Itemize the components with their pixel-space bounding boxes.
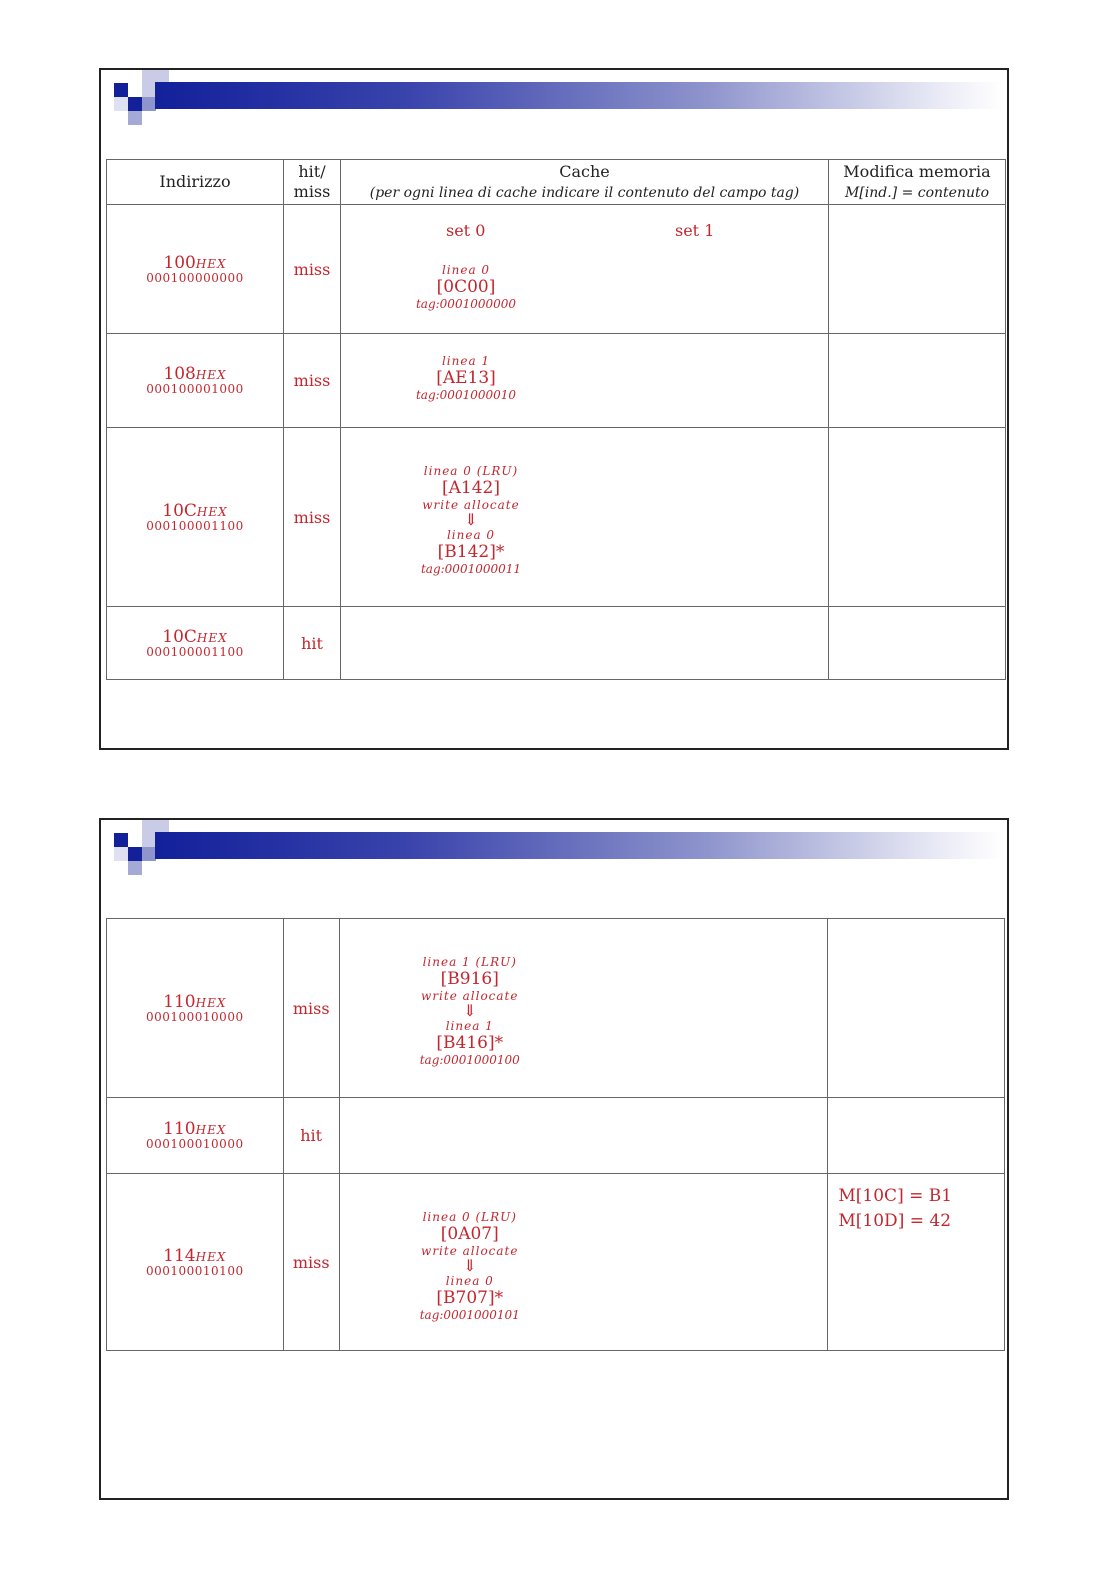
logo-square [114,833,128,847]
cache-cell [339,1174,828,1351]
hitmiss-cell: hit [284,607,341,680]
table-row [107,919,1005,1098]
memory-mod-cell [829,205,1006,334]
logo-square [128,97,142,111]
down-arrow-icon: ⇓ [463,1256,477,1275]
logo-square [128,861,142,875]
slide-2 [99,818,1009,1500]
cache-entry: linea 1 [AE13] tag:0001000010 [415,354,517,402]
title-banner [155,82,1003,109]
slide-1 [99,68,1009,750]
cache-cell [339,919,828,1098]
col-header-cache-subtitle: (per ogni linea di cache indicare il contenuto del campo tag) [369,184,800,201]
logo-square [128,111,142,125]
col-header-memory-mod: Modifica memoria M[ind.] = contenuto [829,160,1006,205]
logo-square [128,847,142,861]
memory-mod-line: M[10C] = B1 [838,1186,953,1206]
address-cell: 110HEX 000100010000 [107,919,284,1098]
table-header-row [107,160,1006,205]
logo-square [114,97,128,111]
write-allocate-label: write allocate [421,989,519,1003]
col-header-hitmiss: hit/ miss [284,160,341,205]
write-allocate-label: write allocate [421,1244,519,1258]
table-row [107,334,1006,428]
address-cell: 10CHEX 000100001100 [107,607,284,680]
hitmiss-cell: miss [284,205,341,334]
memory-mod-cell [828,1098,1005,1174]
address-cell: 108HEX 000100001000 [107,334,284,428]
cache-cell [341,205,829,334]
table-row [107,1098,1005,1174]
down-arrow-icon: ⇓ [464,510,478,529]
logo-square [114,83,128,97]
logo-square [142,847,156,861]
address-cell: 114HEX 000100010100 [107,1174,284,1351]
table-row [107,205,1006,334]
address-cell: 100HEX 000100000000 [107,205,284,334]
down-arrow-icon: ⇓ [463,1001,477,1020]
set-0-label: set 0 [446,221,486,240]
cache-table-1 [106,159,1006,680]
col-header-cache: Cache (per ogni linea di cache indicare il contenuto del campo tag) [341,160,829,205]
col-header-memory-mod-subtitle: M[ind.] = contenuto [844,184,990,201]
hitmiss-cell: miss [284,428,341,607]
cache-table-2 [106,918,1005,1351]
address-cell: 10CHEX 000100001100 [107,428,284,607]
memory-mod-cell [829,334,1006,428]
table-row [107,1174,1005,1351]
cache-cell [341,607,829,680]
memory-mod-cell [829,607,1006,680]
table-row [107,607,1006,680]
cache-entry: linea 0 [0C00] tag:0001000000 [415,263,517,311]
cache-cell [341,334,829,428]
memory-mod-cell [828,1174,1005,1351]
cache-cell [339,1098,828,1174]
cache-entry: linea 0 (LRU) [0A07] write allocate ⇓ linea 0 [B707]* tag:0001000101 [400,1210,540,1322]
hitmiss-cell: miss [284,334,341,428]
memory-mod-cell [828,919,1005,1098]
hitmiss-cell: miss [283,919,339,1098]
logo-square [142,97,156,111]
set-1-label: set 1 [675,221,715,240]
col-header-address: Indirizzo [107,160,284,205]
cache-entry: linea 0 (LRU) [A142] write allocate ⇓ linea 0 [B142]* tag:0001000011 [401,464,541,576]
logo-square [114,847,128,861]
memory-mod-line: M[10D] = 42 [838,1211,952,1231]
write-allocate-label: write allocate [422,498,520,512]
cache-cell [341,428,829,607]
cache-entry: linea 1 (LRU) [B916] write allocate ⇓ linea 1 [B416]* tag:0001000100 [400,955,540,1067]
title-banner [155,832,1003,859]
hitmiss-cell: miss [283,1174,339,1351]
hitmiss-cell: hit [283,1098,339,1174]
address-cell: 110HEX 000100010000 [107,1098,284,1174]
table-row [107,428,1006,607]
memory-mod-cell [829,428,1006,607]
